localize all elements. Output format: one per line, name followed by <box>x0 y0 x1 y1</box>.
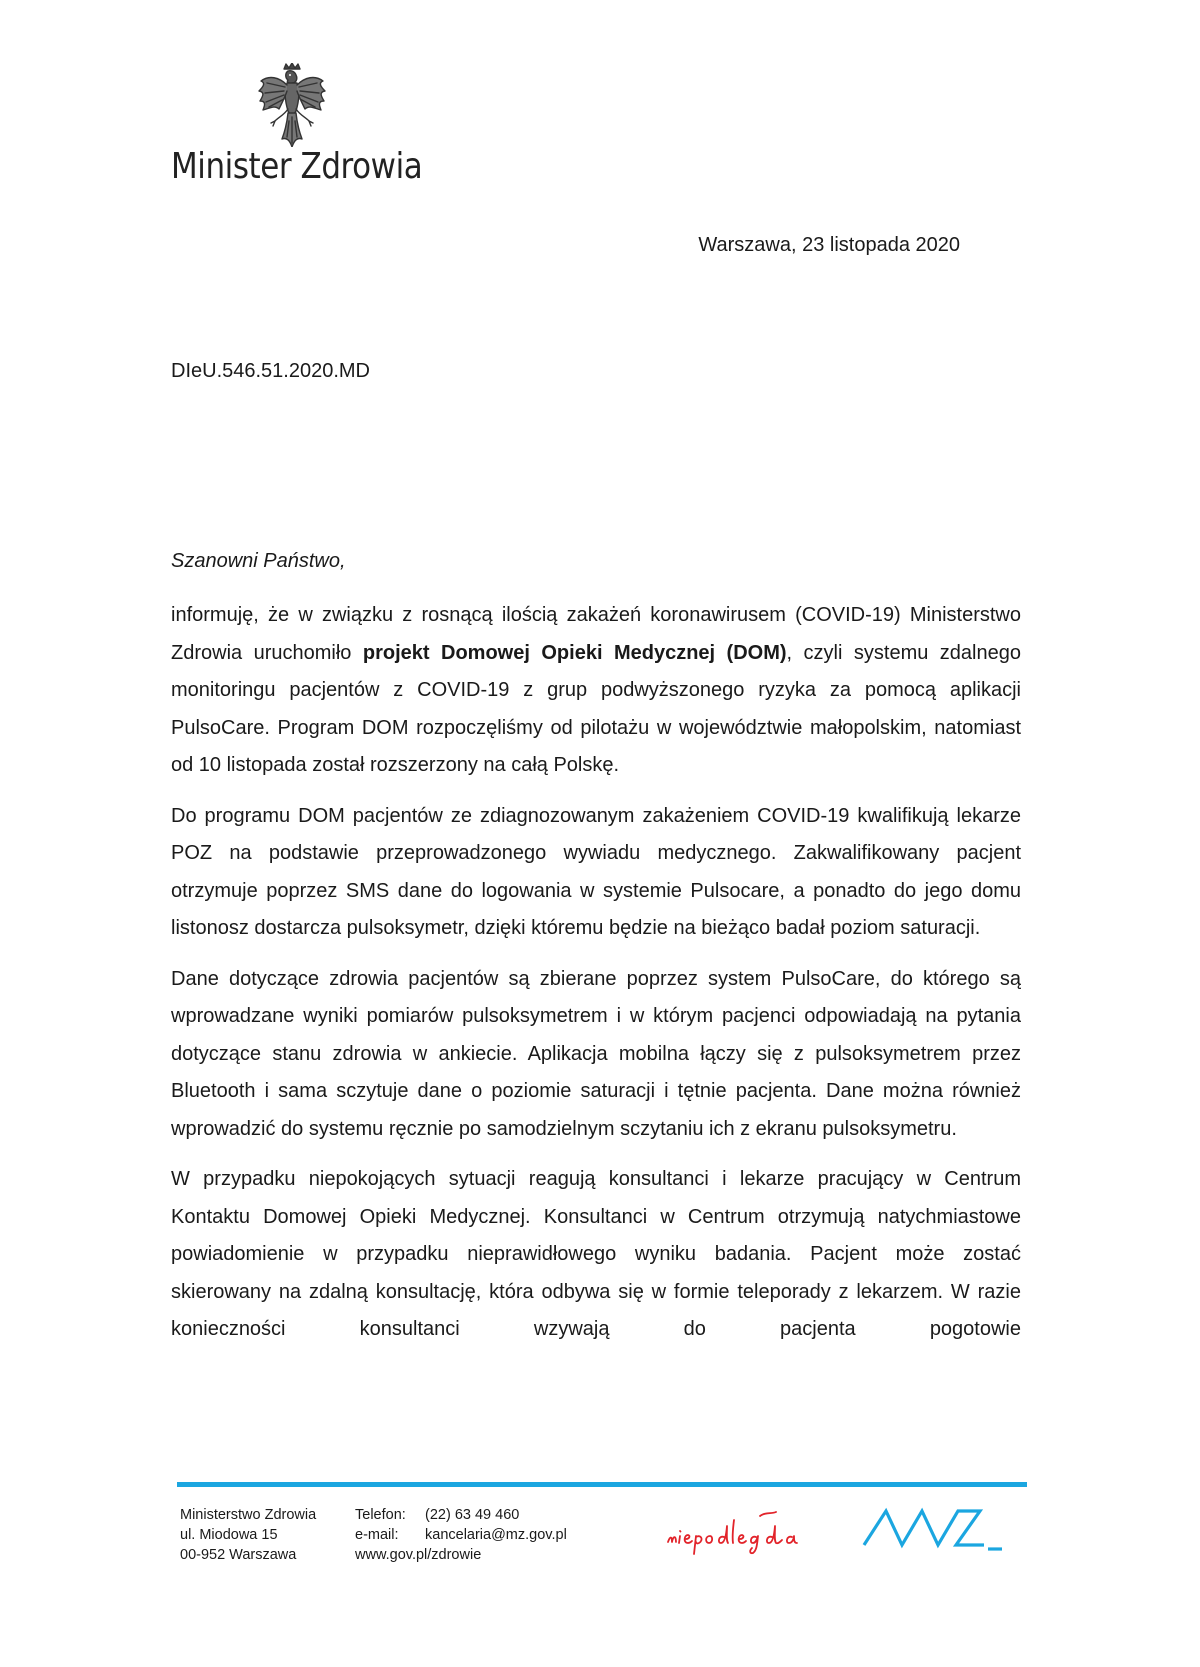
footer-email-row <box>355 1525 567 1545</box>
paragraph-1-text-before: informuję, że w związku z rosnącą ilością zakażeń koronawirusem (COVID-19) Ministerstwo Zdrowia uruchomiło <box>171 604 1021 664</box>
letter-date: Warszawa, 23 listopada 2020 <box>698 234 960 256</box>
email-label: e-mail: <box>355 1527 399 1543</box>
salutation: Szanowni Państwo, <box>171 550 346 572</box>
niepodlegla-logo-icon <box>664 1506 828 1560</box>
footer-address-line: ul. Miodowa 15 <box>180 1527 278 1543</box>
footer-address-line: Ministerstwo Zdrowia <box>180 1507 317 1523</box>
paragraph-1-bold-project: projekt Domowej Opieki Medycznej (DOM) <box>362 641 787 664</box>
page-title: Minister Zdrowia <box>171 146 423 187</box>
footer-address-line: 00-952 Warszawa <box>180 1547 297 1563</box>
phone-label: Telefon: <box>355 1507 406 1523</box>
phone-number: (22) 63 49 460 <box>425 1507 520 1523</box>
footer-phone-row <box>355 1505 567 1525</box>
paragraph-4: W przypadku niepokojących sytuacji reagują konsultanci i lekarze pracujący w Centrum Kontaktu Domowej Opieki Medycznej. Konsultanci w Centrum otrzymują natychmiastowe powiadomienie w przypadku nieprawidłowego wyniku badania. Pacjent może zostać skierowany na zdalną konsultację, która odbywa się w formie teleporady z lekarzem. W razie konieczności konsultanci wzywają do pacjenta pogotowie <box>171 1168 1021 1340</box>
paragraph-2: Do programu DOM pacjentów ze zdiagnozowanym zakażeniem COVID-19 kwalifikują lekarze POZ na podstawie przeprowadzonego wywiadu medycznego. Zakwalifikowany pacjent otrzymuje poprzez SMS dane do logowania w systemie Pulsocare, a ponadto do jego domu listonosz dostarcza pulsoksymetr, dzięki któremu będzie na bieżąco badał poziom saturacji. <box>171 804 1021 939</box>
paragraph-3: Dane dotyczące zdrowia pacjentów są zbierane poprzez system PulsoCare, do którego są wprowadzane wyniki pomiarów pulsoksymetrem i w którym pacjenci odpowiadają na pytania dotyczące stanu zdrowia w ankiecie. Aplikacja mobilna łączy się z pulsoksymetrem przez Bluetooth i sama sczytuje dane o poziomie saturacji i tętnie pacjenta. Dane można również wprowadzić do systemu ręcznie po samodzielnym sczytaniu ich z ekranu pulsoksymetru. <box>171 967 1021 1140</box>
polish-eagle-emblem-icon <box>257 63 327 147</box>
footer-address <box>180 1505 316 1565</box>
mz-logo-icon <box>862 1505 1012 1551</box>
paragraph-1-text-after: , czyli systemu zdalnego monitoringu pacjentów z COVID-19 z grup podwyższonego ryzyka za pomocą aplikacji PulsoCare. Program DOM rozpoczęliśmy od pilotażu w województwie małopolskim, natomiast od 10 listopada został rozszerzony na całą Polskę. <box>171 641 1021 776</box>
website-link[interactable]: www.gov.pl/zdrowie <box>355 1547 482 1563</box>
footer-contact <box>355 1505 567 1565</box>
email-link[interactable]: kancelaria@mz.gov.pl <box>425 1527 567 1543</box>
footer-divider <box>177 1482 1027 1487</box>
reference-number: DIeU.546.51.2020.MD <box>171 360 371 382</box>
letter-body <box>171 597 1021 1362</box>
paragraph-1 <box>171 597 1021 785</box>
